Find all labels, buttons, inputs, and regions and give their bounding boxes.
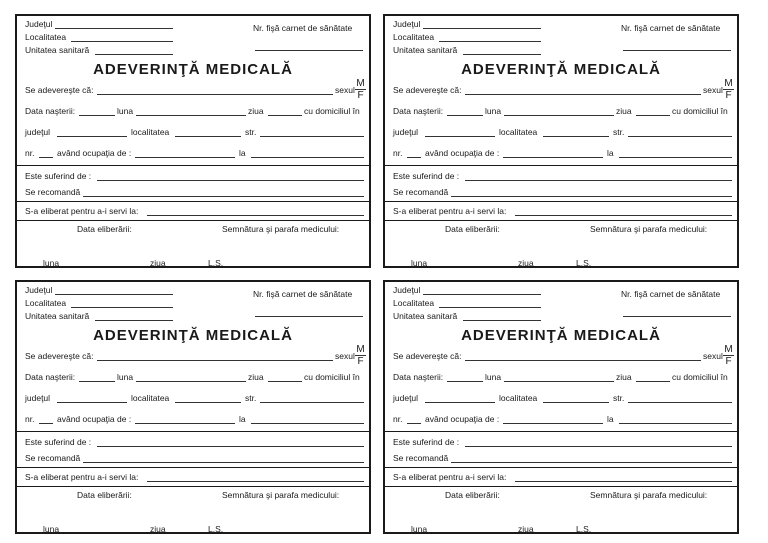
document-title: ADEVERINŢĂ MEDICALĂ [461, 61, 661, 78]
document-title: ADEVERINŢĂ MEDICALĂ [93, 61, 293, 78]
signature-field[interactable] [227, 533, 364, 534]
sex-options[interactable] [355, 344, 366, 367]
sex-female[interactable]: F [725, 90, 732, 101]
birth-month-field[interactable] [504, 381, 614, 382]
section-divider [385, 201, 737, 202]
issue-year-field[interactable] [170, 533, 192, 534]
street-number-field[interactable] [39, 423, 53, 424]
health-card-number-label: Nr. fişă carnet de sănătate [253, 289, 353, 299]
diagnosis-field[interactable] [465, 446, 732, 447]
issue-month-label: luna [411, 524, 428, 534]
locality-label: Localitatea [393, 32, 435, 42]
health-card-number-field[interactable] [255, 316, 363, 317]
occupation-label: având ocupaţia de : [425, 148, 500, 158]
section-divider [385, 220, 737, 221]
signature-field[interactable] [595, 533, 732, 534]
domicile-label: cu domiciliul în [304, 106, 360, 116]
health-card-number-label: Nr. fişă carnet de sănătate [621, 289, 721, 299]
certifies-label: Se adevereşte că: [25, 85, 94, 95]
street-field[interactable] [260, 402, 364, 403]
issue-date-label: Data eliberării: [445, 224, 500, 234]
issue-day-field[interactable] [393, 267, 409, 268]
issue-month-label: luna [43, 258, 60, 268]
issue-date-label: Data eliberării: [77, 490, 132, 500]
birth-day-field[interactable] [79, 381, 115, 382]
domicile-label: cu domiciliul în [304, 372, 360, 382]
domicile-locality-field[interactable] [175, 402, 241, 403]
street-number-field[interactable] [39, 157, 53, 158]
domicile-label: cu domiciliul în [672, 372, 728, 382]
issue-month-label: luna [43, 524, 60, 534]
health-unit-label: Unitatea sanitară [393, 45, 458, 55]
diagnosis-field[interactable] [465, 180, 732, 181]
county-field[interactable] [55, 294, 173, 295]
certifies-label: Se adevereşte că: [393, 85, 462, 95]
name-field[interactable] [465, 360, 701, 361]
month-label: luna [485, 372, 502, 382]
street-label: str. [613, 393, 625, 403]
health-card-number-label: Nr. fişă carnet de sănătate [253, 23, 353, 33]
issue-year-field[interactable] [538, 267, 560, 268]
section-divider [385, 467, 737, 468]
recommendation-field[interactable] [83, 462, 364, 463]
recommendation-field[interactable] [451, 196, 732, 197]
sex-male[interactable]: M [356, 344, 365, 355]
sex-male[interactable]: M [356, 78, 365, 89]
recommendation-label: Se recomandă [25, 187, 81, 197]
county-lower-label: judeţul [393, 127, 419, 137]
issue-day-label: ziua [150, 258, 166, 268]
suffering-label: Este suferind de : [393, 437, 460, 447]
health-unit-field[interactable] [95, 320, 173, 321]
county-field[interactable] [423, 294, 541, 295]
issue-month-field[interactable] [61, 267, 147, 268]
birth-day-field[interactable] [447, 115, 483, 116]
issued-for-label: S-a eliberat pentru a-i servi la: [25, 206, 139, 216]
issue-date-label: Data eliberării: [445, 490, 500, 500]
county-label: Judeţul [25, 285, 53, 295]
health-card-number-label: Nr. fişă carnet de sănătate [621, 23, 721, 33]
workplace-label: la [607, 148, 614, 158]
name-field[interactable] [97, 360, 333, 361]
month-label: luna [117, 372, 134, 382]
seal-label: L.S. [576, 258, 592, 268]
section-divider [385, 165, 737, 166]
number-label: nr. [393, 414, 403, 424]
section-divider [17, 165, 369, 166]
issued-for-field[interactable] [515, 481, 732, 482]
issue-day-field[interactable] [25, 267, 41, 268]
recommendation-label: Se recomandă [393, 453, 449, 463]
domicile-locality-field[interactable] [543, 136, 609, 137]
health-unit-label: Unitatea sanitară [393, 311, 458, 321]
suffering-label: Este suferind de : [25, 437, 92, 447]
sex-female[interactable]: F [357, 90, 364, 101]
workplace-field[interactable] [251, 157, 364, 158]
signature-label: Semnătura şi parafa medicului: [222, 490, 340, 500]
suffering-label: Este suferind de : [25, 171, 92, 181]
health-card-number-field[interactable] [623, 316, 731, 317]
medical-certificate-form [15, 14, 371, 268]
workplace-label: la [239, 148, 246, 158]
birth-year-field[interactable] [268, 381, 302, 382]
day-label: ziua [616, 372, 632, 382]
document-title: ADEVERINŢĂ MEDICALĂ [461, 327, 661, 344]
workplace-field[interactable] [619, 423, 732, 424]
health-unit-field[interactable] [95, 54, 173, 55]
domicile-county-field[interactable] [425, 402, 495, 403]
street-field[interactable] [628, 136, 732, 137]
birth-month-field[interactable] [136, 115, 246, 116]
day-label: ziua [248, 106, 264, 116]
birth-day-field[interactable] [79, 115, 115, 116]
birth-date-label: Data naşterii: [25, 106, 76, 116]
issued-for-label: S-a eliberat pentru a-i servi la: [25, 472, 139, 482]
workplace-field[interactable] [251, 423, 364, 424]
issue-day-label: ziua [150, 524, 166, 534]
issue-month-label: luna [411, 258, 428, 268]
diagnosis-field[interactable] [97, 180, 364, 181]
county-field[interactable] [423, 28, 541, 29]
issue-month-field[interactable] [429, 267, 515, 268]
seal-label: L.S. [208, 258, 224, 268]
signature-label: Semnătura şi parafa medicului: [590, 490, 708, 500]
medical-certificate-form [383, 14, 739, 268]
health-unit-field[interactable] [463, 320, 541, 321]
locality-lower-label: localitatea [499, 127, 538, 137]
sex-options[interactable] [723, 344, 734, 367]
issued-for-field[interactable] [147, 215, 364, 216]
street-field[interactable] [260, 136, 364, 137]
health-unit-field[interactable] [463, 54, 541, 55]
recommendation-field[interactable] [83, 196, 364, 197]
issue-day-field[interactable] [25, 533, 41, 534]
name-field[interactable] [97, 94, 333, 95]
workplace-field[interactable] [619, 157, 732, 158]
health-unit-label: Unitatea sanitară [25, 311, 90, 321]
county-lower-label: judeţul [25, 393, 51, 403]
name-field[interactable] [465, 94, 701, 95]
number-label: nr. [25, 148, 35, 158]
day-label: ziua [616, 106, 632, 116]
sex-female[interactable]: F [725, 356, 732, 367]
occupation-label: având ocupaţia de : [57, 414, 132, 424]
domicile-label: cu domiciliul în [672, 106, 728, 116]
issue-day-label: ziua [518, 524, 534, 534]
signature-label: Semnătura şi parafa medicului: [222, 224, 340, 234]
health-card-number-field[interactable] [623, 50, 731, 51]
street-number-field[interactable] [407, 157, 421, 158]
workplace-label: la [239, 414, 246, 424]
birth-year-field[interactable] [636, 115, 670, 116]
occupation-label: având ocupaţia de : [425, 414, 500, 424]
issued-for-label: S-a eliberat pentru a-i servi la: [393, 472, 507, 482]
locality-label: Localitatea [25, 298, 67, 308]
document-title: ADEVERINŢĂ MEDICALĂ [93, 327, 293, 344]
signature-field[interactable] [595, 267, 732, 268]
seal-label: L.S. [576, 524, 592, 534]
occupation-field[interactable] [503, 157, 603, 158]
sex-female[interactable]: F [357, 356, 364, 367]
sex-label: sexul [335, 85, 355, 95]
medical-certificate-form [383, 280, 739, 534]
birth-date-label: Data naşterii: [393, 106, 444, 116]
recommendation-label: Se recomandă [393, 187, 449, 197]
sex-male[interactable]: M [724, 78, 733, 89]
locality-lower-label: localitatea [499, 393, 538, 403]
issue-day-field[interactable] [393, 533, 409, 534]
county-lower-label: judeţul [25, 127, 51, 137]
signature-field[interactable] [227, 267, 364, 268]
domicile-county-field[interactable] [425, 136, 495, 137]
sex-options[interactable] [355, 78, 366, 101]
occupation-field[interactable] [135, 157, 235, 158]
month-label: luna [485, 106, 502, 116]
county-field[interactable] [55, 28, 173, 29]
birth-year-field[interactable] [268, 115, 302, 116]
issued-for-field[interactable] [515, 215, 732, 216]
health-unit-label: Unitatea sanitară [25, 45, 90, 55]
domicile-locality-field[interactable] [543, 402, 609, 403]
section-divider [385, 486, 737, 487]
occupation-field[interactable] [135, 423, 235, 424]
number-label: nr. [393, 148, 403, 158]
county-label: Judeţul [393, 19, 421, 29]
county-label: Judeţul [393, 285, 421, 295]
section-divider [17, 220, 369, 221]
domicile-county-field[interactable] [57, 136, 127, 137]
occupation-label: având ocupaţia de : [57, 148, 132, 158]
county-lower-label: judeţul [393, 393, 419, 403]
locality-lower-label: localitatea [131, 393, 170, 403]
month-label: luna [117, 106, 134, 116]
occupation-field[interactable] [503, 423, 603, 424]
street-number-field[interactable] [407, 423, 421, 424]
issue-date-label: Data eliberării: [77, 224, 132, 234]
birth-day-field[interactable] [447, 381, 483, 382]
birth-month-field[interactable] [504, 115, 614, 116]
locality-field[interactable] [439, 41, 541, 42]
section-divider [17, 431, 369, 432]
recommendation-label: Se recomandă [25, 453, 81, 463]
recommendation-field[interactable] [451, 462, 732, 463]
certifies-label: Se adevereşte că: [25, 351, 94, 361]
day-label: ziua [248, 372, 264, 382]
certifies-label: Se adevereşte că: [393, 351, 462, 361]
issue-month-field[interactable] [429, 533, 515, 534]
street-label: str. [245, 393, 257, 403]
number-label: nr. [25, 414, 35, 424]
section-divider [385, 431, 737, 432]
seal-label: L.S. [208, 524, 224, 534]
street-label: str. [613, 127, 625, 137]
birth-date-label: Data naşterii: [25, 372, 76, 382]
locality-label: Localitatea [393, 298, 435, 308]
locality-field[interactable] [71, 41, 173, 42]
locality-label: Localitatea [25, 32, 67, 42]
birth-year-field[interactable] [636, 381, 670, 382]
locality-field[interactable] [439, 307, 541, 308]
street-label: str. [245, 127, 257, 137]
locality-field[interactable] [71, 307, 173, 308]
birth-month-field[interactable] [136, 381, 246, 382]
section-divider [17, 467, 369, 468]
sex-options[interactable] [723, 78, 734, 101]
workplace-label: la [607, 414, 614, 424]
issued-for-label: S-a eliberat pentru a-i servi la: [393, 206, 507, 216]
sex-label: sexul [703, 85, 723, 95]
birth-date-label: Data naşterii: [393, 372, 444, 382]
sex-label: sexul [703, 351, 723, 361]
issue-year-field[interactable] [538, 533, 560, 534]
sex-label: sexul [335, 351, 355, 361]
health-card-number-field[interactable] [255, 50, 363, 51]
diagnosis-field[interactable] [97, 446, 364, 447]
locality-lower-label: localitatea [131, 127, 170, 137]
issue-year-field[interactable] [170, 267, 192, 268]
domicile-locality-field[interactable] [175, 136, 241, 137]
medical-certificate-form [15, 280, 371, 534]
issue-day-label: ziua [518, 258, 534, 268]
issued-for-field[interactable] [147, 481, 364, 482]
street-field[interactable] [628, 402, 732, 403]
issue-month-field[interactable] [61, 533, 147, 534]
signature-label: Semnătura şi parafa medicului: [590, 224, 708, 234]
sex-male[interactable]: M [724, 344, 733, 355]
county-label: Judeţul [25, 19, 53, 29]
section-divider [17, 201, 369, 202]
suffering-label: Este suferind de : [393, 171, 460, 181]
section-divider [17, 486, 369, 487]
domicile-county-field[interactable] [57, 402, 127, 403]
